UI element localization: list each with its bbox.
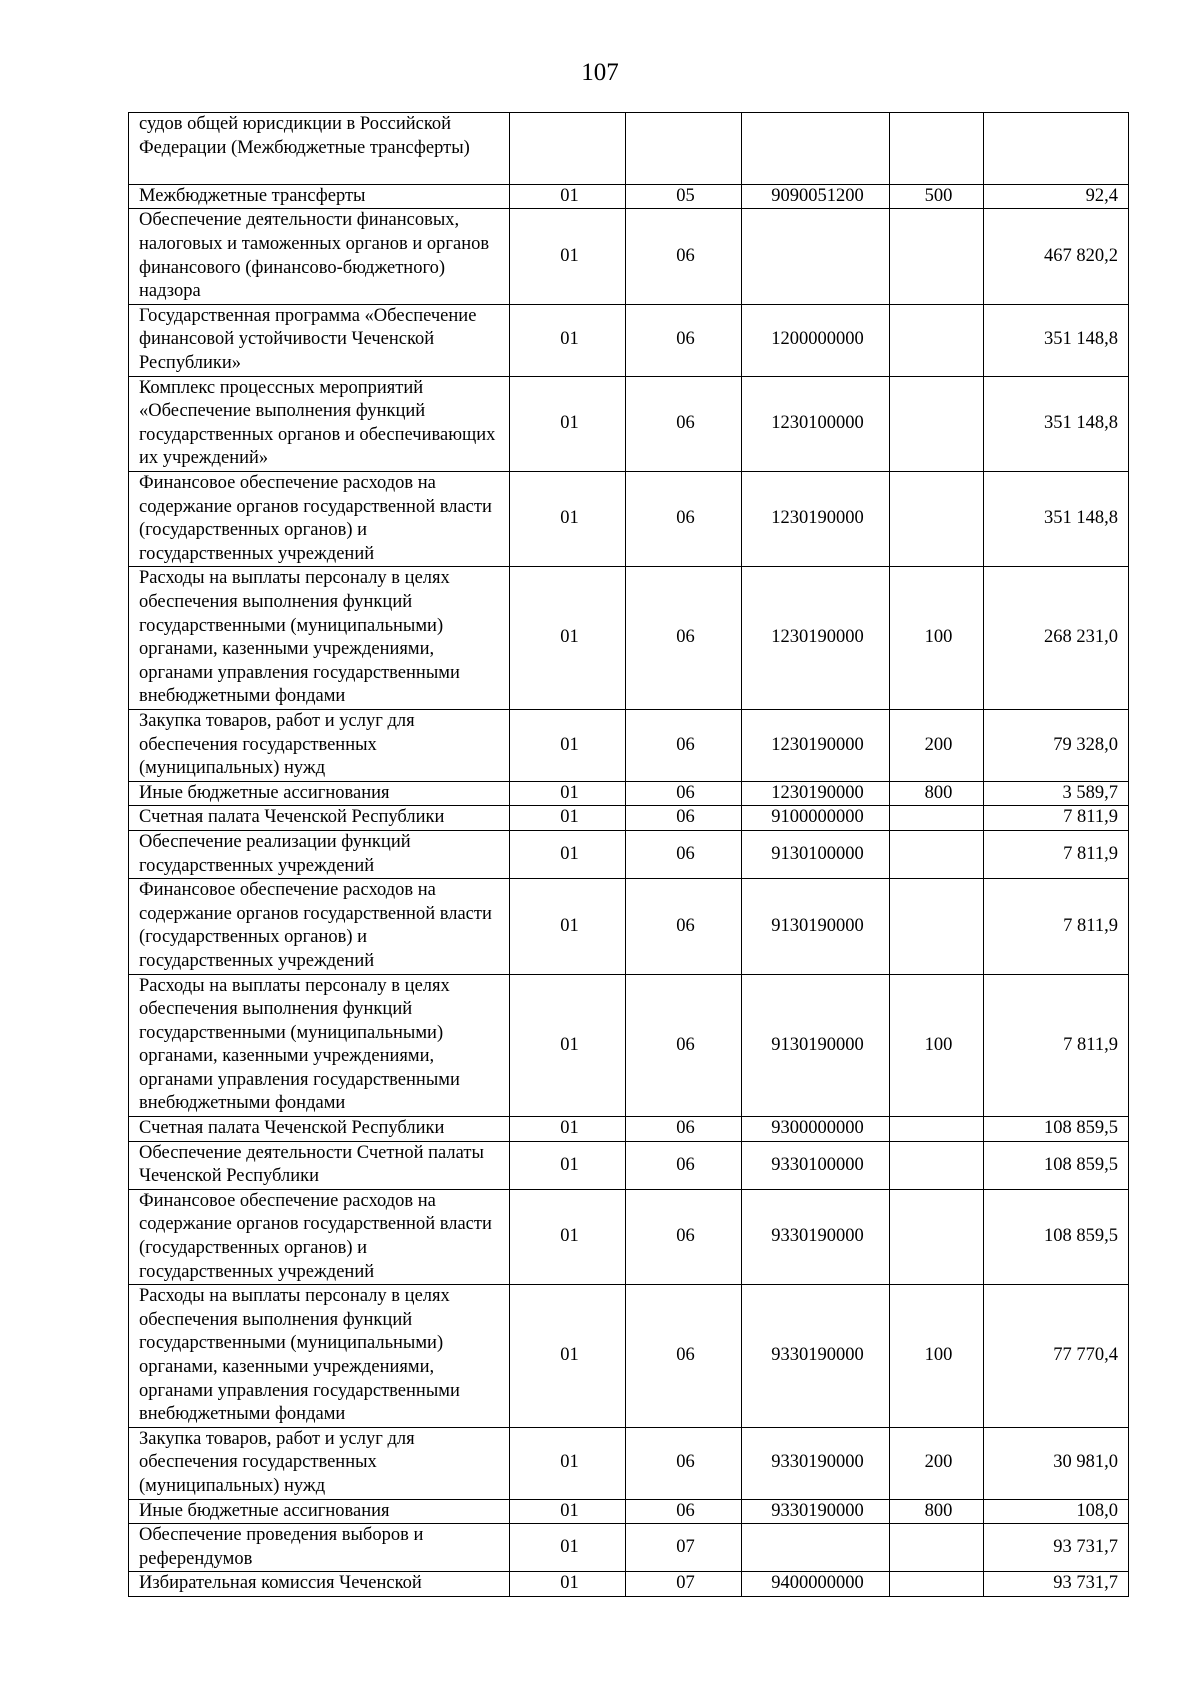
subsection-code-cell: 06 <box>626 304 742 376</box>
target-article-cell: 9090051200 <box>742 184 890 209</box>
section-code-cell: 01 <box>510 471 626 566</box>
page-number: 107 <box>581 59 619 86</box>
expense-type-cell <box>890 1524 984 1572</box>
expense-type-cell <box>890 806 984 831</box>
amount-cell: 93 731,7 <box>984 1572 1129 1597</box>
target-article-cell: 9330100000 <box>742 1141 890 1189</box>
subsection-code-cell: 06 <box>626 806 742 831</box>
section-code-cell: 01 <box>510 1141 626 1189</box>
amount-cell: 92,4 <box>984 184 1129 209</box>
item-name-cell: Финансовое обеспечение расходов на содержание органов государственной власти (государственных органов) и государственных учреждений <box>129 1189 510 1284</box>
section-code-cell: 01 <box>510 376 626 471</box>
amount-cell: 7 811,9 <box>984 879 1129 974</box>
item-name-cell: Счетная палата Чеченской Республики <box>129 1117 510 1142</box>
target-article-cell: 1230100000 <box>742 376 890 471</box>
target-article-cell: 9130190000 <box>742 879 890 974</box>
subsection-code-cell: 06 <box>626 781 742 806</box>
section-code-cell <box>510 113 626 185</box>
expense-type-cell: 100 <box>890 567 984 710</box>
expense-type-cell: 800 <box>890 781 984 806</box>
table-row <box>129 304 1129 376</box>
item-name-cell: Обеспечение деятельности Счетной палаты Чеченской Республики <box>129 1141 510 1189</box>
section-code-cell: 01 <box>510 830 626 878</box>
table-row <box>129 1499 1129 1524</box>
table-row <box>129 567 1129 710</box>
table-row <box>129 1427 1129 1499</box>
expense-type-cell: 200 <box>890 709 984 781</box>
expense-type-cell: 500 <box>890 184 984 209</box>
subsection-code-cell: 05 <box>626 184 742 209</box>
table-row <box>129 830 1129 878</box>
expense-type-cell <box>890 471 984 566</box>
table-row <box>129 879 1129 974</box>
item-name-cell: Обеспечение деятельности финансовых, налоговых и таможенных органов и органов финансового (финансово-бюджетного) надзора <box>129 209 510 304</box>
amount-cell: 77 770,4 <box>984 1285 1129 1428</box>
section-code-cell: 01 <box>510 184 626 209</box>
item-name-cell: Расходы на выплаты персоналу в целях обеспечения выполнения функций государственными (муниципальными) органами, казенными учреждениями, органами управления государственными внебюджетными фондами <box>129 567 510 710</box>
expense-type-cell <box>890 879 984 974</box>
amount-cell: 351 148,8 <box>984 376 1129 471</box>
table-row <box>129 781 1129 806</box>
subsection-code-cell: 06 <box>626 1427 742 1499</box>
item-name-cell: Закупка товаров, работ и услуг для обеспечения государственных (муниципальных) нужд <box>129 709 510 781</box>
target-article-cell: 1200000000 <box>742 304 890 376</box>
amount-cell: 351 148,8 <box>984 471 1129 566</box>
expense-type-cell <box>890 113 984 185</box>
expense-type-cell: 100 <box>890 974 984 1117</box>
expense-type-cell: 100 <box>890 1285 984 1428</box>
subsection-code-cell: 07 <box>626 1524 742 1572</box>
amount-cell: 3 589,7 <box>984 781 1129 806</box>
target-article-cell: 9330190000 <box>742 1189 890 1284</box>
table-row <box>129 184 1129 209</box>
table-row <box>129 1524 1129 1572</box>
subsection-code-cell: 06 <box>626 209 742 304</box>
section-code-cell: 01 <box>510 974 626 1117</box>
table-row <box>129 974 1129 1117</box>
expense-type-cell <box>890 209 984 304</box>
section-code-cell: 01 <box>510 1572 626 1597</box>
target-article-cell: 1230190000 <box>742 709 890 781</box>
expense-type-cell <box>890 376 984 471</box>
subsection-code-cell: 06 <box>626 709 742 781</box>
expense-type-cell <box>890 1141 984 1189</box>
amount-cell: 93 731,7 <box>984 1524 1129 1572</box>
item-name-cell: Финансовое обеспечение расходов на содержание органов государственной власти (государственных органов) и государственных учреждений <box>129 879 510 974</box>
table-row <box>129 1141 1129 1189</box>
expense-type-cell <box>890 1572 984 1597</box>
item-name-cell: Обеспечение реализации функций государственных учреждений <box>129 830 510 878</box>
item-name-cell: Избирательная комиссия Чеченской <box>129 1572 510 1597</box>
item-name-cell: Счетная палата Чеченской Республики <box>129 806 510 831</box>
item-name-cell: Закупка товаров, работ и услуг для обеспечения государственных (муниципальных) нужд <box>129 1427 510 1499</box>
item-name-cell: Иные бюджетные ассигнования <box>129 1499 510 1524</box>
item-name-cell: Обеспечение проведения выборов и референдумов <box>129 1524 510 1572</box>
amount-cell <box>984 113 1129 185</box>
item-name-cell: Иные бюджетные ассигнования <box>129 781 510 806</box>
table-row <box>129 1572 1129 1597</box>
subsection-code-cell: 06 <box>626 1141 742 1189</box>
target-article-cell: 9330190000 <box>742 1499 890 1524</box>
table-row <box>129 1117 1129 1142</box>
expense-type-cell: 200 <box>890 1427 984 1499</box>
subsection-code-cell: 06 <box>626 974 742 1117</box>
item-name-cell: Расходы на выплаты персоналу в целях обеспечения выполнения функций государственными (муниципальными) органами, казенными учреждениями, органами управления государственными внебюджетными фондами <box>129 974 510 1117</box>
subsection-code-cell: 06 <box>626 1499 742 1524</box>
subsection-code-cell: 06 <box>626 879 742 974</box>
expense-type-cell <box>890 304 984 376</box>
subsection-code-cell: 06 <box>626 376 742 471</box>
budget-table <box>128 112 1129 1597</box>
subsection-code-cell: 06 <box>626 567 742 710</box>
section-code-cell: 01 <box>510 709 626 781</box>
section-code-cell: 01 <box>510 1285 626 1428</box>
target-article-cell <box>742 113 890 185</box>
target-article-cell: 9130100000 <box>742 830 890 878</box>
target-article-cell: 1230190000 <box>742 567 890 710</box>
target-article-cell: 9330190000 <box>742 1285 890 1428</box>
amount-cell: 268 231,0 <box>984 567 1129 710</box>
table-row <box>129 471 1129 566</box>
amount-cell: 108 859,5 <box>984 1141 1129 1189</box>
target-article-cell <box>742 209 890 304</box>
amount-cell: 7 811,9 <box>984 974 1129 1117</box>
item-name-cell: Финансовое обеспечение расходов на содержание органов государственной власти (государственных органов) и государственных учреждений <box>129 471 510 566</box>
table-row <box>129 806 1129 831</box>
expense-type-cell <box>890 830 984 878</box>
target-article-cell: 1230190000 <box>742 471 890 566</box>
section-code-cell: 01 <box>510 567 626 710</box>
section-code-cell: 01 <box>510 781 626 806</box>
section-code-cell: 01 <box>510 209 626 304</box>
section-code-cell: 01 <box>510 304 626 376</box>
expense-type-cell <box>890 1117 984 1142</box>
target-article-cell: 9400000000 <box>742 1572 890 1597</box>
target-article-cell <box>742 1524 890 1572</box>
subsection-code-cell: 06 <box>626 1189 742 1284</box>
amount-cell: 108,0 <box>984 1499 1129 1524</box>
section-code-cell: 01 <box>510 879 626 974</box>
expense-type-cell: 800 <box>890 1499 984 1524</box>
item-name-cell: судов общей юрисдикции в Российской Федерации (Межбюджетные трансферты) <box>129 113 510 185</box>
item-name-cell: Расходы на выплаты персоналу в целях обеспечения выполнения функций государственными (муниципальными) органами, казенными учреждениями, органами управления государственными внебюджетными фондами <box>129 1285 510 1428</box>
amount-cell: 108 859,5 <box>984 1117 1129 1142</box>
subsection-code-cell: 06 <box>626 471 742 566</box>
item-name-cell: Межбюджетные трансферты <box>129 184 510 209</box>
target-article-cell: 9300000000 <box>742 1117 890 1142</box>
amount-cell: 108 859,5 <box>984 1189 1129 1284</box>
amount-cell: 467 820,2 <box>984 209 1129 304</box>
item-name-cell: Государственная программа «Обеспечение финансовой устойчивости Чеченской Республики» <box>129 304 510 376</box>
amount-cell: 30 981,0 <box>984 1427 1129 1499</box>
table-body <box>129 113 1129 1597</box>
table-row <box>129 709 1129 781</box>
subsection-code-cell: 06 <box>626 1285 742 1428</box>
subsection-code-cell: 06 <box>626 830 742 878</box>
subsection-code-cell: 06 <box>626 1117 742 1142</box>
table-row <box>129 1189 1129 1284</box>
section-code-cell: 01 <box>510 1427 626 1499</box>
table-row <box>129 376 1129 471</box>
section-code-cell: 01 <box>510 806 626 831</box>
amount-cell: 7 811,9 <box>984 806 1129 831</box>
table-row <box>129 1285 1129 1428</box>
amount-cell: 79 328,0 <box>984 709 1129 781</box>
subsection-code-cell: 07 <box>626 1572 742 1597</box>
section-code-cell: 01 <box>510 1524 626 1572</box>
table-row <box>129 113 1129 185</box>
expense-type-cell <box>890 1189 984 1284</box>
target-article-cell: 1230190000 <box>742 781 890 806</box>
subsection-code-cell <box>626 113 742 185</box>
item-name-cell: Комплекс процессных мероприятий «Обеспечение выполнения функций государственных органов и обеспечивающих их учреждений» <box>129 376 510 471</box>
section-code-cell: 01 <box>510 1499 626 1524</box>
amount-cell: 7 811,9 <box>984 830 1129 878</box>
target-article-cell: 9100000000 <box>742 806 890 831</box>
table-row <box>129 209 1129 304</box>
amount-cell: 351 148,8 <box>984 304 1129 376</box>
target-article-cell: 9330190000 <box>742 1427 890 1499</box>
section-code-cell: 01 <box>510 1117 626 1142</box>
section-code-cell: 01 <box>510 1189 626 1284</box>
target-article-cell: 9130190000 <box>742 974 890 1117</box>
